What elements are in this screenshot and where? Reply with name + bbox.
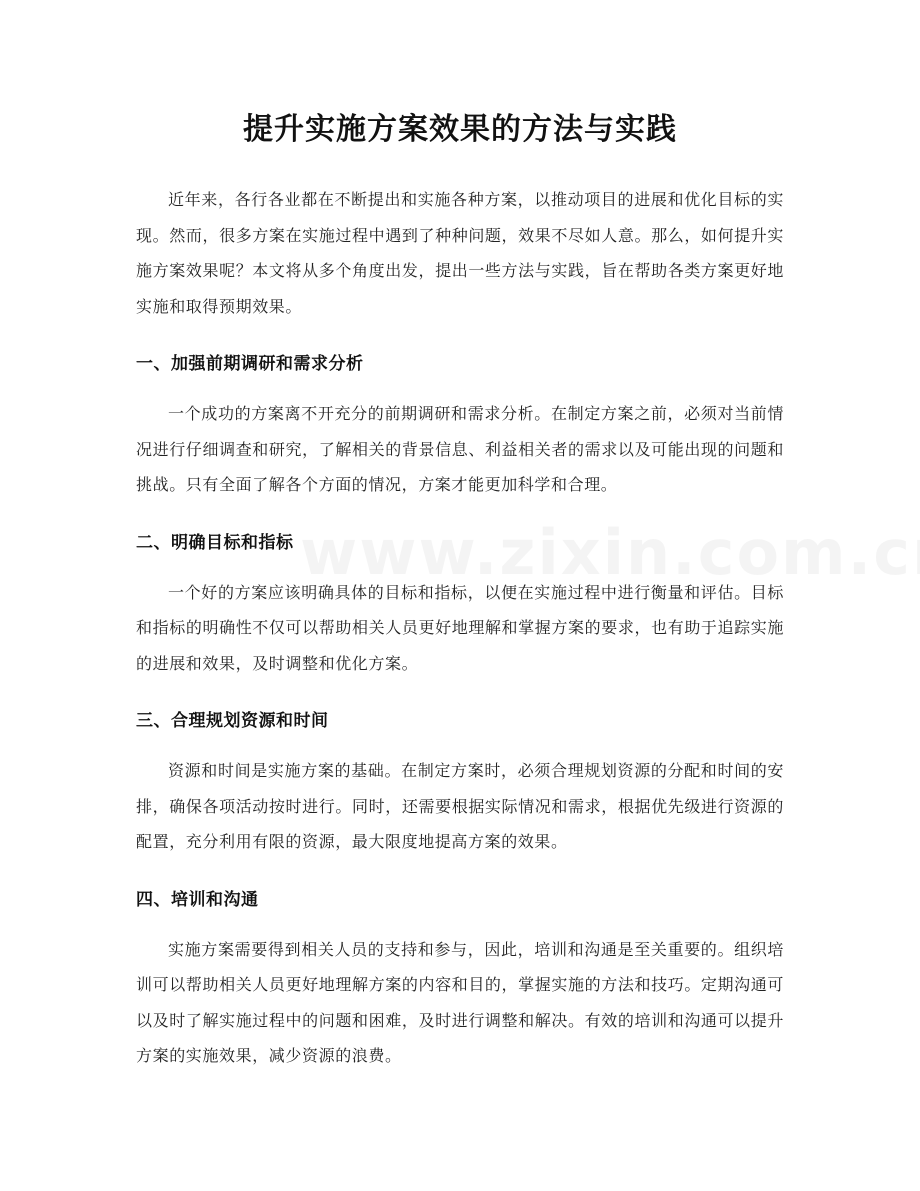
- section-heading: 三、合理规划资源和时间: [136, 711, 329, 731]
- section-paragraph: 一个成功的方案离不开充分的前期调研和需求分析。在制定方案之前，必须对当前情况进行仔细调查和研究，了解相关的背景信息、利益相关者的需求以及可能出现的问题和挑战。只有全面了解各个方面的情况，方案才能更加科学和合理。: [136, 404, 784, 494]
- section-heading: 二、明确目标和指标: [136, 532, 294, 553]
- intro-paragraph: 近年来，各行各业都在不断提出和实施各种方案，以推动项目的进展和优化目标的实现。然而，很多方案在实施过程中遇到了种种问题，效果不尽如人意。那么，如何提升实施方案效果呢？本文将从多个角度出发，提出一些方法与实践，旨在帮助各类方案更好地实施和取得预期效果。: [136, 190, 784, 316]
- document-body: [136, 182, 784, 1074]
- page-title: 提升实施方案效果的方法与实践: [243, 112, 677, 147]
- section-heading: 一、加强前期调研和需求分析: [136, 354, 364, 374]
- section-heading: 四、培训和沟通: [136, 889, 259, 910]
- section-paragraph: 一个好的方案应该明确具体的目标和指标，以便在实施过程中进行衡量和评估。目标和指标的明确性不仅可以帮助相关人员更好地理解和掌握方案的要求，也有助于追踪实施的进展和效果，及时调整和优化方案。: [136, 582, 784, 673]
- section-paragraph: 实施方案需要得到相关人员的支持和参与，因此，培训和沟通是至关重要的。组织培训可以帮助相关人员更好地理解方案的内容和目的，掌握实施的方法和技巧。定期沟通可以及时了解实施过程中的问题和困难，及时进行调整和解决。有效的培训和沟通可以提升方案的实施效果，减少资源的浪费。: [136, 939, 784, 1065]
- section-paragraph: 资源和时间是实施方案的基础。在制定方案时，必须合理规划资源的分配和时间的安排，确保各项活动按时进行。同时，还需要根据实际情况和需求，根据优先级进行资源的配置，充分利用有限的资源，最大限度地提高方案的效果。: [136, 761, 784, 851]
